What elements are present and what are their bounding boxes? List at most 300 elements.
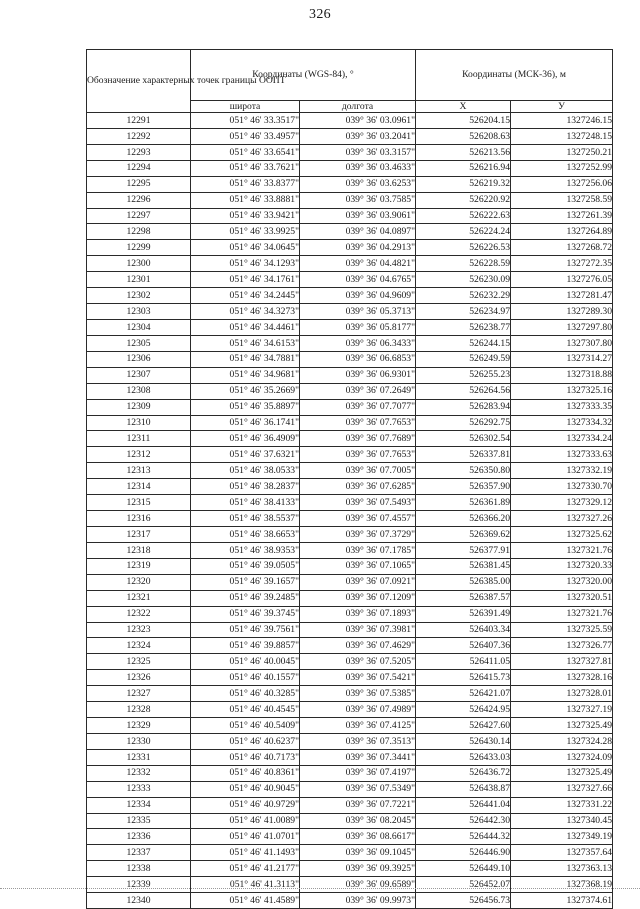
y-coordinate-cell: 1327248.15 <box>511 128 613 144</box>
x-coordinate-cell: 526442.30 <box>416 813 511 829</box>
point-id-cell: 12333 <box>87 781 191 797</box>
longitude-cell: 039° 36' 04.0897" <box>300 224 416 240</box>
coordinates-table <box>86 49 613 909</box>
y-coordinate-cell: 1327258.59 <box>511 192 613 208</box>
table-row <box>87 813 613 829</box>
y-coordinate-cell: 1327368.19 <box>511 877 613 893</box>
y-coordinate-cell: 1327327.66 <box>511 781 613 797</box>
x-coordinate-cell: 526449.10 <box>416 861 511 877</box>
x-coordinate-cell: 526255.23 <box>416 367 511 383</box>
x-coordinate-cell: 526415.73 <box>416 670 511 686</box>
x-coordinate-cell: 526302.54 <box>416 431 511 447</box>
point-id-cell: 12304 <box>87 319 191 335</box>
latitude-cell: 051° 46' 33.4957" <box>191 128 300 144</box>
table-row <box>87 733 613 749</box>
table-row <box>87 319 613 335</box>
x-coordinate-cell: 526222.63 <box>416 208 511 224</box>
x-coordinate-cell: 526264.56 <box>416 383 511 399</box>
point-id-cell: 12300 <box>87 256 191 272</box>
longitude-cell: 039° 36' 07.3513" <box>300 733 416 749</box>
longitude-cell: 039° 36' 07.2649" <box>300 383 416 399</box>
latitude-cell: 051° 46' 39.0505" <box>191 558 300 574</box>
y-coordinate-cell: 1327325.49 <box>511 765 613 781</box>
latitude-cell: 051° 46' 40.9045" <box>191 781 300 797</box>
longitude-cell: 039° 36' 08.6617" <box>300 829 416 845</box>
latitude-cell: 051° 46' 33.9421" <box>191 208 300 224</box>
y-coordinate-cell: 1327334.24 <box>511 431 613 447</box>
x-coordinate-cell: 526232.29 <box>416 288 511 304</box>
y-coordinate-cell: 1327333.35 <box>511 399 613 415</box>
y-coordinate-cell: 1327252.99 <box>511 160 613 176</box>
table-row <box>87 622 613 638</box>
y-coordinate-cell: 1327324.09 <box>511 749 613 765</box>
point-id-cell: 12308 <box>87 383 191 399</box>
table-row <box>87 797 613 813</box>
table-row <box>87 431 613 447</box>
longitude-cell: 039° 36' 07.5349" <box>300 781 416 797</box>
point-id-cell: 12295 <box>87 176 191 192</box>
x-coordinate-cell: 526430.14 <box>416 733 511 749</box>
longitude-cell: 039° 36' 07.4557" <box>300 511 416 527</box>
x-coordinate-cell: 526226.53 <box>416 240 511 256</box>
latitude-cell: 051° 46' 40.7173" <box>191 749 300 765</box>
point-id-cell: 12293 <box>87 144 191 160</box>
point-id-cell: 12303 <box>87 304 191 320</box>
header-msk36: Координаты (МСК-36), м <box>416 50 613 101</box>
table-row <box>87 702 613 718</box>
table-row <box>87 256 613 272</box>
y-coordinate-cell: 1327276.05 <box>511 272 613 288</box>
longitude-cell: 039° 36' 07.7077" <box>300 399 416 415</box>
longitude-cell: 039° 36' 03.7585" <box>300 192 416 208</box>
x-coordinate-cell: 526249.59 <box>416 351 511 367</box>
longitude-cell: 039° 36' 03.4633" <box>300 160 416 176</box>
point-id-cell: 12332 <box>87 765 191 781</box>
header-longitude: долгота <box>300 101 416 113</box>
table-row <box>87 686 613 702</box>
latitude-cell: 051° 46' 34.2445" <box>191 288 300 304</box>
latitude-cell: 051° 46' 39.8857" <box>191 638 300 654</box>
latitude-cell: 051° 46' 40.9729" <box>191 797 300 813</box>
latitude-cell: 051° 46' 33.9925" <box>191 224 300 240</box>
point-id-cell: 12294 <box>87 160 191 176</box>
point-id-cell: 12311 <box>87 431 191 447</box>
table-row <box>87 590 613 606</box>
longitude-cell: 039° 36' 03.0961" <box>300 113 416 129</box>
y-coordinate-cell: 1327261.39 <box>511 208 613 224</box>
y-coordinate-cell: 1327250.21 <box>511 144 613 160</box>
longitude-cell: 039° 36' 04.9609" <box>300 288 416 304</box>
table-row <box>87 383 613 399</box>
x-coordinate-cell: 526407.36 <box>416 638 511 654</box>
x-coordinate-cell: 526204.15 <box>416 113 511 129</box>
latitude-cell: 051° 46' 39.7561" <box>191 622 300 638</box>
table-row <box>87 749 613 765</box>
header-x: X <box>416 101 511 113</box>
x-coordinate-cell: 526213.56 <box>416 144 511 160</box>
point-id-cell: 12292 <box>87 128 191 144</box>
longitude-cell: 039° 36' 07.7653" <box>300 447 416 463</box>
longitude-cell: 039° 36' 07.5493" <box>300 495 416 511</box>
point-id-cell: 12296 <box>87 192 191 208</box>
latitude-cell: 051° 46' 38.5537" <box>191 511 300 527</box>
table-row <box>87 718 613 734</box>
y-coordinate-cell: 1327328.01 <box>511 686 613 702</box>
table-row <box>87 574 613 590</box>
y-coordinate-cell: 1327329.12 <box>511 495 613 511</box>
header-latitude: широта <box>191 101 300 113</box>
y-coordinate-cell: 1327321.76 <box>511 606 613 622</box>
latitude-cell: 051° 46' 40.3285" <box>191 686 300 702</box>
x-coordinate-cell: 526228.59 <box>416 256 511 272</box>
latitude-cell: 051° 46' 33.8881" <box>191 192 300 208</box>
latitude-cell: 051° 46' 33.8377" <box>191 176 300 192</box>
table-row <box>87 240 613 256</box>
point-id-cell: 12338 <box>87 861 191 877</box>
point-id-cell: 12317 <box>87 526 191 542</box>
table-row <box>87 144 613 160</box>
longitude-cell: 039° 36' 04.2913" <box>300 240 416 256</box>
point-id-cell: 12323 <box>87 622 191 638</box>
point-id-cell: 12327 <box>87 686 191 702</box>
longitude-cell: 039° 36' 07.7221" <box>300 797 416 813</box>
table-row <box>87 845 613 861</box>
x-coordinate-cell: 526411.05 <box>416 654 511 670</box>
y-coordinate-cell: 1327374.61 <box>511 893 613 909</box>
x-coordinate-cell: 526441.04 <box>416 797 511 813</box>
table-row <box>87 479 613 495</box>
longitude-cell: 039° 36' 09.9973" <box>300 893 416 909</box>
longitude-cell: 039° 36' 07.5385" <box>300 686 416 702</box>
latitude-cell: 051° 46' 35.8897" <box>191 399 300 415</box>
latitude-cell: 051° 46' 34.1761" <box>191 272 300 288</box>
table-row <box>87 447 613 463</box>
table-row <box>87 877 613 893</box>
point-id-cell: 12302 <box>87 288 191 304</box>
longitude-cell: 039° 36' 09.6589" <box>300 877 416 893</box>
latitude-cell: 051° 46' 34.0645" <box>191 240 300 256</box>
latitude-cell: 051° 46' 33.7621" <box>191 160 300 176</box>
longitude-cell: 039° 36' 07.4197" <box>300 765 416 781</box>
x-coordinate-cell: 526350.80 <box>416 463 511 479</box>
table-row <box>87 288 613 304</box>
x-coordinate-cell: 526208.63 <box>416 128 511 144</box>
table-row <box>87 192 613 208</box>
table-row <box>87 272 613 288</box>
table-row <box>87 893 613 909</box>
x-coordinate-cell: 526357.90 <box>416 479 511 495</box>
point-id-cell: 12319 <box>87 558 191 574</box>
y-coordinate-cell: 1327333.63 <box>511 447 613 463</box>
latitude-cell: 051° 46' 41.1493" <box>191 845 300 861</box>
point-id-cell: 12336 <box>87 829 191 845</box>
point-id-cell: 12312 <box>87 447 191 463</box>
x-coordinate-cell: 526387.57 <box>416 590 511 606</box>
latitude-cell: 051° 46' 34.9681" <box>191 367 300 383</box>
longitude-cell: 039° 36' 05.3713" <box>300 304 416 320</box>
latitude-cell: 051° 46' 40.6237" <box>191 733 300 749</box>
x-coordinate-cell: 526230.09 <box>416 272 511 288</box>
header-y: У <box>511 101 613 113</box>
table-row <box>87 367 613 383</box>
longitude-cell: 039° 36' 07.4629" <box>300 638 416 654</box>
x-coordinate-cell: 526444.32 <box>416 829 511 845</box>
x-coordinate-cell: 526292.75 <box>416 415 511 431</box>
latitude-cell: 051° 46' 41.2177" <box>191 861 300 877</box>
header-wgs84: Координаты (WGS-84), ° <box>191 50 416 101</box>
latitude-cell: 051° 46' 41.3113" <box>191 877 300 893</box>
x-coordinate-cell: 526283.94 <box>416 399 511 415</box>
y-coordinate-cell: 1327324.28 <box>511 733 613 749</box>
longitude-cell: 039° 36' 04.4821" <box>300 256 416 272</box>
y-coordinate-cell: 1327331.22 <box>511 797 613 813</box>
y-coordinate-cell: 1327314.27 <box>511 351 613 367</box>
point-id-cell: 12307 <box>87 367 191 383</box>
table-row <box>87 128 613 144</box>
point-id-cell: 12340 <box>87 893 191 909</box>
longitude-cell: 039° 36' 07.1065" <box>300 558 416 574</box>
table-row <box>87 463 613 479</box>
y-coordinate-cell: 1327307.80 <box>511 335 613 351</box>
y-coordinate-cell: 1327321.76 <box>511 542 613 558</box>
latitude-cell: 051° 46' 36.4909" <box>191 431 300 447</box>
point-id-cell: 12316 <box>87 511 191 527</box>
latitude-cell: 051° 46' 34.3273" <box>191 304 300 320</box>
y-coordinate-cell: 1327325.59 <box>511 622 613 638</box>
longitude-cell: 039° 36' 07.1209" <box>300 590 416 606</box>
y-coordinate-cell: 1327325.16 <box>511 383 613 399</box>
x-coordinate-cell: 526244.15 <box>416 335 511 351</box>
table-row <box>87 670 613 686</box>
table-row <box>87 335 613 351</box>
x-coordinate-cell: 526219.32 <box>416 176 511 192</box>
table-row <box>87 765 613 781</box>
x-coordinate-cell: 526403.34 <box>416 622 511 638</box>
table-row <box>87 654 613 670</box>
table-row <box>87 113 613 129</box>
latitude-cell: 051° 46' 33.6541" <box>191 144 300 160</box>
point-id-cell: 12321 <box>87 590 191 606</box>
longitude-cell: 039° 36' 03.9061" <box>300 208 416 224</box>
x-coordinate-cell: 526438.87 <box>416 781 511 797</box>
point-id-cell: 12297 <box>87 208 191 224</box>
point-id-cell: 12328 <box>87 702 191 718</box>
point-id-cell: 12329 <box>87 718 191 734</box>
longitude-cell: 039° 36' 03.2041" <box>300 128 416 144</box>
point-id-cell: 12331 <box>87 749 191 765</box>
point-id-cell: 12330 <box>87 733 191 749</box>
x-coordinate-cell: 526337.81 <box>416 447 511 463</box>
y-coordinate-cell: 1327328.16 <box>511 670 613 686</box>
y-coordinate-cell: 1327289.30 <box>511 304 613 320</box>
point-id-cell: 12301 <box>87 272 191 288</box>
table-row <box>87 304 613 320</box>
table-row <box>87 495 613 511</box>
x-coordinate-cell: 526216.94 <box>416 160 511 176</box>
y-coordinate-cell: 1327246.15 <box>511 113 613 129</box>
table-row <box>87 208 613 224</box>
table-row <box>87 781 613 797</box>
y-coordinate-cell: 1327256.06 <box>511 176 613 192</box>
table-body <box>87 113 613 909</box>
longitude-cell: 039° 36' 07.3729" <box>300 526 416 542</box>
x-coordinate-cell: 526391.49 <box>416 606 511 622</box>
x-coordinate-cell: 526421.07 <box>416 686 511 702</box>
y-coordinate-cell: 1327327.81 <box>511 654 613 670</box>
x-coordinate-cell: 526220.92 <box>416 192 511 208</box>
longitude-cell: 039° 36' 07.1893" <box>300 606 416 622</box>
latitude-cell: 051° 46' 34.7881" <box>191 351 300 367</box>
longitude-cell: 039° 36' 09.1045" <box>300 845 416 861</box>
longitude-cell: 039° 36' 06.6853" <box>300 351 416 367</box>
latitude-cell: 051° 46' 39.3745" <box>191 606 300 622</box>
longitude-cell: 039° 36' 09.3925" <box>300 861 416 877</box>
table-row <box>87 415 613 431</box>
latitude-cell: 051° 46' 33.3517" <box>191 113 300 129</box>
header-point-designation: Обозначение характерных точек границы ООПТ <box>87 50 191 113</box>
point-id-cell: 12322 <box>87 606 191 622</box>
latitude-cell: 051° 46' 34.1293" <box>191 256 300 272</box>
latitude-cell: 051° 46' 34.6153" <box>191 335 300 351</box>
latitude-cell: 051° 46' 38.9353" <box>191 542 300 558</box>
latitude-cell: 051° 46' 38.2837" <box>191 479 300 495</box>
latitude-cell: 051° 46' 38.0533" <box>191 463 300 479</box>
point-id-cell: 12299 <box>87 240 191 256</box>
latitude-cell: 051° 46' 41.4589" <box>191 893 300 909</box>
page-number: 326 <box>309 7 331 22</box>
y-coordinate-cell: 1327340.45 <box>511 813 613 829</box>
table-row <box>87 176 613 192</box>
y-coordinate-cell: 1327327.26 <box>511 511 613 527</box>
longitude-cell: 039° 36' 08.2045" <box>300 813 416 829</box>
longitude-cell: 039° 36' 03.3157" <box>300 144 416 160</box>
x-coordinate-cell: 526452.07 <box>416 877 511 893</box>
y-coordinate-cell: 1327326.77 <box>511 638 613 654</box>
table-row <box>87 558 613 574</box>
latitude-cell: 051° 46' 40.8361" <box>191 765 300 781</box>
y-coordinate-cell: 1327281.47 <box>511 288 613 304</box>
table-row <box>87 861 613 877</box>
y-coordinate-cell: 1327330.70 <box>511 479 613 495</box>
longitude-cell: 039° 36' 05.8177" <box>300 319 416 335</box>
point-id-cell: 12314 <box>87 479 191 495</box>
latitude-cell: 051° 46' 40.5409" <box>191 718 300 734</box>
y-coordinate-cell: 1327264.89 <box>511 224 613 240</box>
longitude-cell: 039° 36' 07.3441" <box>300 749 416 765</box>
y-coordinate-cell: 1327325.49 <box>511 718 613 734</box>
longitude-cell: 039° 36' 04.6765" <box>300 272 416 288</box>
x-coordinate-cell: 526381.45 <box>416 558 511 574</box>
x-coordinate-cell: 526238.77 <box>416 319 511 335</box>
y-coordinate-cell: 1327320.33 <box>511 558 613 574</box>
longitude-cell: 039° 36' 07.5205" <box>300 654 416 670</box>
point-id-cell: 12324 <box>87 638 191 654</box>
y-coordinate-cell: 1327363.13 <box>511 861 613 877</box>
x-coordinate-cell: 526385.00 <box>416 574 511 590</box>
longitude-cell: 039° 36' 07.0921" <box>300 574 416 590</box>
y-coordinate-cell: 1327272.35 <box>511 256 613 272</box>
table-row <box>87 526 613 542</box>
point-id-cell: 12305 <box>87 335 191 351</box>
y-coordinate-cell: 1327320.00 <box>511 574 613 590</box>
point-id-cell: 12325 <box>87 654 191 670</box>
longitude-cell: 039° 36' 07.7005" <box>300 463 416 479</box>
y-coordinate-cell: 1327334.32 <box>511 415 613 431</box>
latitude-cell: 051° 46' 34.4461" <box>191 319 300 335</box>
x-coordinate-cell: 526456.73 <box>416 893 511 909</box>
latitude-cell: 051° 46' 39.2485" <box>191 590 300 606</box>
longitude-cell: 039° 36' 07.3981" <box>300 622 416 638</box>
point-id-cell: 12298 <box>87 224 191 240</box>
longitude-cell: 039° 36' 07.4125" <box>300 718 416 734</box>
y-coordinate-cell: 1327332.19 <box>511 463 613 479</box>
longitude-cell: 039° 36' 03.6253" <box>300 176 416 192</box>
y-coordinate-cell: 1327325.62 <box>511 526 613 542</box>
latitude-cell: 051° 46' 35.2669" <box>191 383 300 399</box>
x-coordinate-cell: 526427.60 <box>416 718 511 734</box>
table-row <box>87 542 613 558</box>
longitude-cell: 039° 36' 06.3433" <box>300 335 416 351</box>
point-id-cell: 12315 <box>87 495 191 511</box>
longitude-cell: 039° 36' 07.1785" <box>300 542 416 558</box>
y-coordinate-cell: 1327357.64 <box>511 845 613 861</box>
x-coordinate-cell: 526377.91 <box>416 542 511 558</box>
point-id-cell: 12318 <box>87 542 191 558</box>
table-row <box>87 399 613 415</box>
latitude-cell: 051° 46' 41.0089" <box>191 813 300 829</box>
point-id-cell: 12309 <box>87 399 191 415</box>
point-id-cell: 12326 <box>87 670 191 686</box>
longitude-cell: 039° 36' 07.4989" <box>300 702 416 718</box>
table-row <box>87 511 613 527</box>
point-id-cell: 12306 <box>87 351 191 367</box>
y-coordinate-cell: 1327327.19 <box>511 702 613 718</box>
longitude-cell: 039° 36' 07.7689" <box>300 431 416 447</box>
table-row <box>87 351 613 367</box>
table-row <box>87 160 613 176</box>
longitude-cell: 039° 36' 07.6285" <box>300 479 416 495</box>
longitude-cell: 039° 36' 06.9301" <box>300 367 416 383</box>
point-id-cell: 12335 <box>87 813 191 829</box>
longitude-cell: 039° 36' 07.5421" <box>300 670 416 686</box>
point-id-cell: 12339 <box>87 877 191 893</box>
table-row <box>87 829 613 845</box>
x-coordinate-cell: 526361.89 <box>416 495 511 511</box>
point-id-cell: 12334 <box>87 797 191 813</box>
table-row <box>87 638 613 654</box>
table-row <box>87 224 613 240</box>
latitude-cell: 051° 46' 40.0045" <box>191 654 300 670</box>
y-coordinate-cell: 1327268.72 <box>511 240 613 256</box>
x-coordinate-cell: 526369.62 <box>416 526 511 542</box>
y-coordinate-cell: 1327349.19 <box>511 829 613 845</box>
x-coordinate-cell: 526433.03 <box>416 749 511 765</box>
x-coordinate-cell: 526446.90 <box>416 845 511 861</box>
latitude-cell: 051° 46' 36.1741" <box>191 415 300 431</box>
latitude-cell: 051° 46' 40.4545" <box>191 702 300 718</box>
latitude-cell: 051° 46' 38.4133" <box>191 495 300 511</box>
x-coordinate-cell: 526224.24 <box>416 224 511 240</box>
latitude-cell: 051° 46' 39.1657" <box>191 574 300 590</box>
latitude-cell: 051° 46' 38.6653" <box>191 526 300 542</box>
table-row <box>87 606 613 622</box>
y-coordinate-cell: 1327318.88 <box>511 367 613 383</box>
latitude-cell: 051° 46' 41.0701" <box>191 829 300 845</box>
page-bottom-rule <box>0 888 640 889</box>
latitude-cell: 051° 46' 40.1557" <box>191 670 300 686</box>
x-coordinate-cell: 526234.97 <box>416 304 511 320</box>
x-coordinate-cell: 526436.72 <box>416 765 511 781</box>
